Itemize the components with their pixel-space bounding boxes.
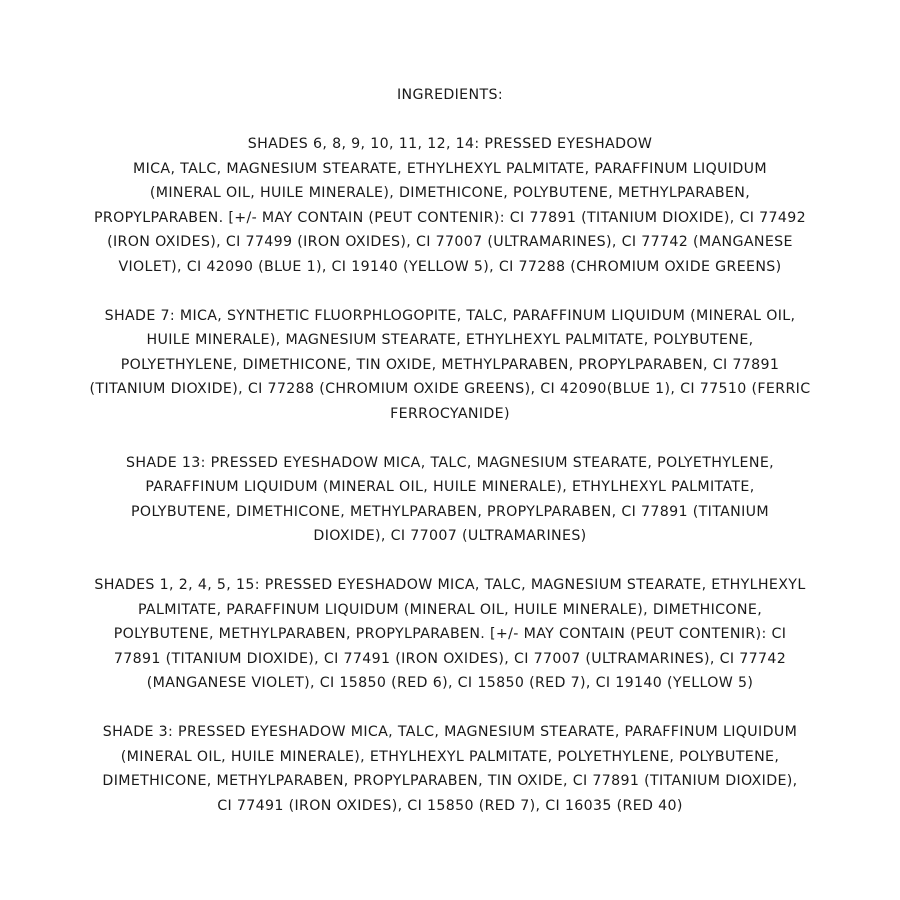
section-line: SHADE 3: PRESSED EYESHADOW MICA, TALC, MAGNESIUM STEARATE, PARAFFINUM LIQUIDUM [102,724,798,740]
ingredients-heading: INGREDIENTS: [397,87,503,103]
ingredients-document [10,83,890,818]
section-shade-13 [10,451,890,549]
section-line: 77891 (TITANIUM DIOXIDE), CI 77491 (IRON OXIDES), CI 77007 (ULTRAMARINES), CI 77742 [113,650,787,667]
section-line: MICA, TALC, MAGNESIUM STEARATE, ETHYLHEXYL PALMITATE, PARAFFINUM LIQUIDUM [133,160,767,177]
section-line: FERROCYANIDE) [390,405,510,422]
section-line: SHADE 7: MICA, SYNTHETIC FLUORPHLOGOPITE, TALC, PARAFFINUM LIQUIDUM (MINERAL OIL, [104,307,796,324]
section-shade-3 [10,720,890,818]
section-line: SHADES 1, 2, 4, 5, 15: PRESSED EYESHADOW MICA, TALC, MAGNESIUM STEARATE, ETHYLHEXYL [94,577,806,593]
section-line: CI 77491 (IRON OXIDES), CI 15850 (RED 7), CI 16035 (RED 40) [217,797,683,814]
section-line: (IRON OXIDES), CI 77499 (IRON OXIDES), CI 77007 (ULTRAMARINES), CI 77742 (MANGANESE [107,234,793,250]
section-line: PARAFFINUM LIQUIDUM (MINERAL OIL, HUILE MINERALE), ETHYLHEXYL PALMITATE, [145,479,755,495]
section-line: SHADES 6, 8, 9, 10, 11, 12, 14: PRESSED EYESHADOW [247,136,653,152]
section-line: (MINERAL OIL, HUILE MINERALE), DIMETHICONE, POLYBUTENE, METHYLPARABEN, [149,185,751,201]
section-line: PROPYLPARABEN. [+/- MAY CONTAIN (PEUT CONTENIR): CI 77891 (TITANIUM DIOXIDE), CI 77492 [94,209,806,226]
section-shades-6-8-9-10-11-12-14 [10,132,890,279]
section-line: DIMETHICONE, METHYLPARABEN, PROPYLPARABEN, TIN OXIDE, CI 77891 (TITANIUM DIOXIDE), [102,773,798,789]
section-line: PALMITATE, PARAFFINUM LIQUIDUM (MINERAL OIL, HUILE MINERALE), DIMETHICONE, [137,601,763,618]
section-line: HUILE MINERALE), MAGNESIUM STEARATE, ETHYLHEXYL PALMITATE, POLYBUTENE, [146,332,754,348]
section-line: VIOLET), CI 42090 (BLUE 1), CI 19140 (YELLOW 5), CI 77288 (CHROMIUM OXIDE GREENS) [118,258,782,275]
section-line: (TITANIUM DIOXIDE), CI 77288 (CHROMIUM OXIDE GREENS), CI 42090(BLUE 1), CI 77510 (FERRIC [89,381,811,397]
section-shades-1-2-4-5-15 [10,573,890,696]
section-line: SHADE 13: PRESSED EYESHADOW MICA, TALC, MAGNESIUM STEARATE, POLYETHYLENE, [125,454,774,471]
section-shade-7 [10,304,890,427]
section-line: POLYBUTENE, METHYLPARABEN, PROPYLPARABEN. [+/- MAY CONTAIN (PEUT CONTENIR): CI [113,626,787,642]
section-line: (MINERAL OIL, HUILE MINERALE), ETHYLHEXYL PALMITATE, POLYETHYLENE, POLYBUTENE, [120,748,780,765]
section-line: (MANGANESE VIOLET), CI 15850 (RED 6), CI 15850 (RED 7), CI 19140 (YELLOW 5) [146,675,754,691]
section-line: POLYBUTENE, DIMETHICONE, METHYLPARABEN, PROPYLPARABEN, CI 77891 (TITANIUM [131,503,769,520]
section-line: POLYETHYLENE, DIMETHICONE, TIN OXIDE, METHYLPARABEN, PROPYLPARABEN, CI 77891 [120,356,780,373]
section-line: DIOXIDE), CI 77007 (ULTRAMARINES) [313,528,587,544]
